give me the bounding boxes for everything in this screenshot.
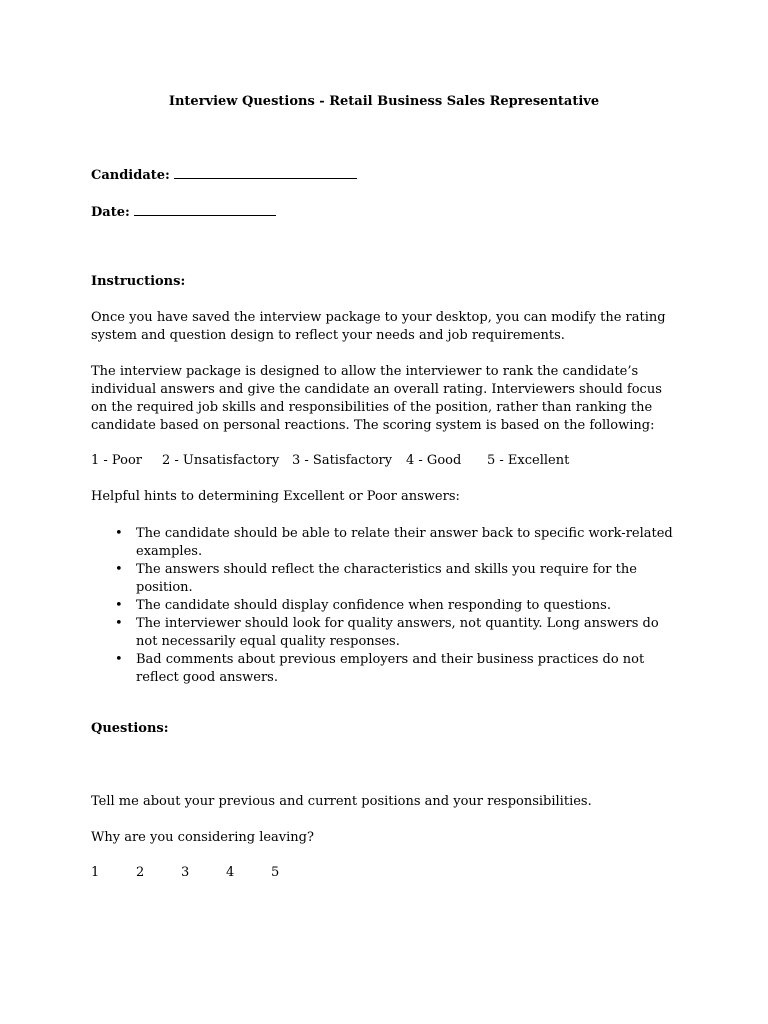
bullet-icon: •	[115, 562, 123, 577]
list-item	[91, 615, 691, 651]
instructions-heading: Instructions:	[91, 274, 186, 289]
scale-item: 2 - Unsatisfactory	[162, 453, 280, 468]
hints-intro: Helpful hints to determining Excellent or Poor answers:	[91, 489, 460, 504]
bullet-icon: •	[115, 652, 123, 667]
list-item	[91, 561, 691, 597]
scale-item: 5 - Excellent	[487, 453, 570, 468]
date-field	[91, 203, 276, 220]
bullet-icon: •	[115, 598, 123, 613]
candidate-label: Candidate:	[91, 168, 170, 183]
rating-option[interactable]: 5	[271, 865, 280, 880]
hint-text: Bad comments about previous employers and their business practices do not reflect good answers.	[136, 652, 645, 685]
list-item	[91, 525, 691, 561]
question-2: Why are you considering leaving?	[91, 830, 314, 845]
instructions-paragraph-1: Once you have saved the interview package to your desktop, you can modify the rating system and question design to reflect your needs and job requirements.	[91, 310, 666, 343]
hint-text: The candidate should display confidence when responding to questions.	[136, 598, 611, 613]
scale-item: 4 - Good	[406, 453, 462, 468]
hint-text: The candidate should be able to relate their answer back to specific work-related examples.	[136, 526, 673, 559]
list-item	[91, 651, 691, 687]
questions-heading: Questions:	[91, 721, 169, 736]
page-title: Interview Questions - Retail Business Sales Representative	[168, 94, 600, 109]
bullet-icon: •	[115, 616, 123, 631]
rating-option[interactable]: 4	[226, 865, 235, 880]
rating-option[interactable]: 1	[91, 865, 100, 880]
instructions-paragraph-2: The interview package is designed to allow the interviewer to rank the candidate’s individual answers and give the candidate an overall rating. Interviewers should focus on the required job skills and responsibilities of the position, rather than ranking the candidate based on personal reactions. The scoring system is based on the following:	[91, 364, 662, 433]
bullet-icon: •	[115, 526, 123, 541]
hint-text: The interviewer should look for quality answers, not quantity. Long answers do not necessarily equal quality responses.	[136, 616, 659, 649]
hints-list	[91, 525, 691, 687]
list-item	[91, 597, 691, 615]
scale-item: 3 - Satisfactory	[292, 453, 393, 468]
rating-option[interactable]: 2	[136, 865, 145, 880]
date-blank-line[interactable]	[134, 203, 276, 216]
candidate-blank-line[interactable]	[174, 166, 357, 179]
date-label: Date:	[91, 205, 130, 220]
rating-option[interactable]: 3	[181, 865, 190, 880]
scale-item: 1 - Poor	[91, 453, 143, 468]
hint-text: The answers should reflect the characteristics and skills you require for the position.	[136, 562, 637, 595]
question-1: Tell me about your previous and current positions and your responsibilities.	[91, 794, 592, 809]
candidate-field	[91, 166, 357, 183]
